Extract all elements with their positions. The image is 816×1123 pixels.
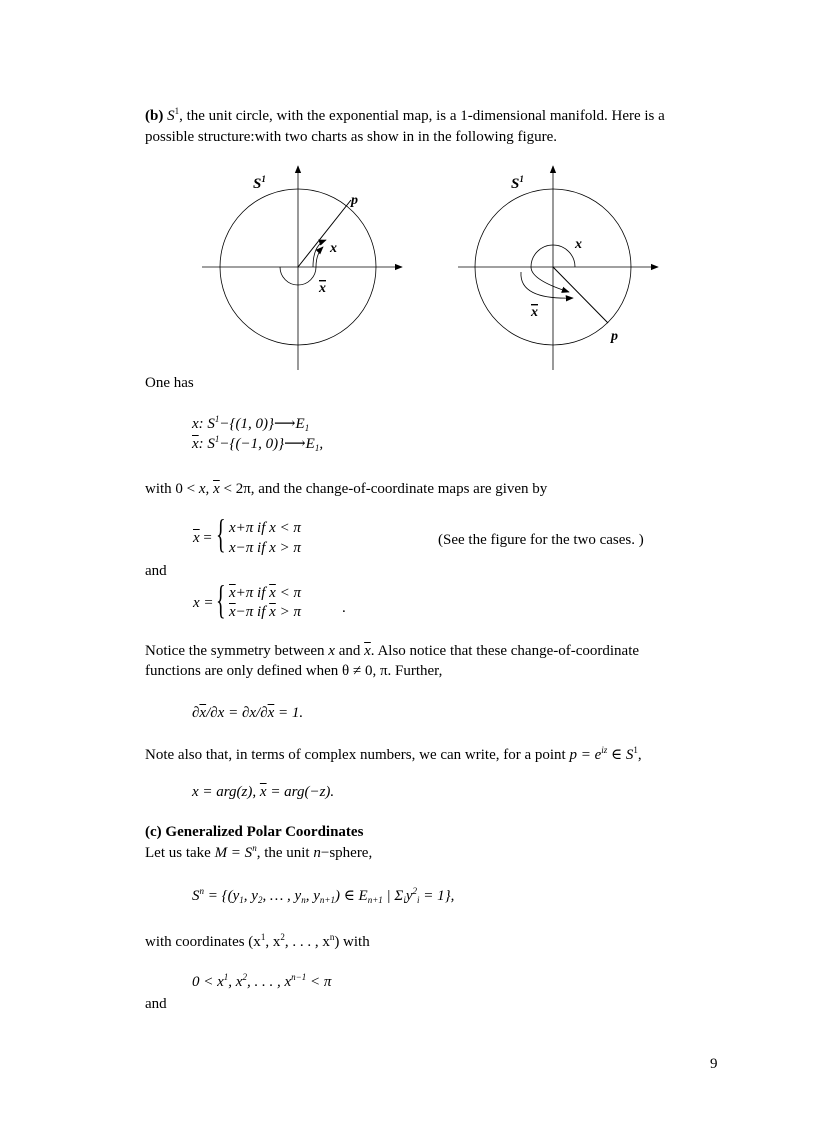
figure-right-chart [451, 160, 671, 380]
arg-line: x = arg(z), $\overline{x} = arg(-z)$. [192, 784, 335, 800]
notice-line1: Notice the symmetry between x and $\overline{x}$. Also notice that these change-of-coordinate [145, 643, 640, 659]
map-x: x: $S^1-\{(1$, $0)\}⟶E_1$ [192, 414, 310, 433]
brace-1: { [216, 511, 226, 556]
part-b-line1: (b) $S^1$, the unit circle, with the exponential map, is a 1-dimensional manifold. Here is a [145, 106, 665, 124]
range-text: with 0 < x, $\overline{x} < 2\pi$, and the change-of-coordinate maps are given by [145, 481, 548, 497]
part-b-label: (b) [145, 108, 164, 124]
part-c-heading: (c) Generalized Polar Coordinates [145, 824, 364, 840]
coordinate-inequality: $0 < x^1$, $x^2$, . . . , $x^{n-1} < \pi$ [192, 972, 332, 990]
arc-xbar [280, 247, 323, 285]
s1-label: $S^1$ [511, 174, 524, 192]
part-c-line1: Let us take $M = S^n$, the unit n−sphere, [145, 843, 373, 861]
arc-xbar [521, 272, 573, 298]
p-label: p [611, 329, 618, 344]
figure-note: (See the figure for the two cases. ) [438, 532, 644, 548]
notice-line2: functions are only defined when θ ≠ 0, π. Further, [145, 663, 443, 679]
brace-2: { [216, 577, 226, 622]
complex-line: Note also that, in terms of complex numbers, we can write, for a point $p = e^{iz}$ ∈ $S^1$, [145, 745, 642, 763]
radius-to-p [553, 267, 608, 323]
piecewise2-dot: . [342, 600, 346, 616]
page-number: 9 [710, 1056, 718, 1072]
piecewise1-row2: x−π if x > π [229, 540, 301, 556]
sphere-definition: $S^n = \{(y_1$, $y_2$, … , $y_n$, $y_{n+1}$) ∈ $E_{n+1}$ | $\Sigma_iy^2_i = 1$}, [192, 886, 455, 905]
xbar-label: x [319, 281, 326, 296]
x-label: x [330, 241, 337, 256]
figure-left-chart [195, 160, 415, 380]
p-label: p [351, 193, 358, 208]
piecewise1-row1: x+π if x < π [229, 520, 301, 536]
map-xbar: $\overline{x}$: $S^1-\{(-1$, $0)\}⟶E_1$, [192, 434, 324, 453]
piecewise2-lhs: x = [193, 595, 214, 611]
piecewise2-row2: $\overline{x}-\pi$ if $\overline{x} > \pi$ [229, 604, 301, 620]
one-has: One has [145, 375, 194, 391]
and-2: and [145, 996, 167, 1012]
xbar-label: x [531, 305, 538, 320]
and-1: and [145, 563, 167, 579]
piecewise2-row1: $\overline{x}+\pi$ if $\overline{x} < \pi$ [229, 585, 301, 601]
partial-derivatives: $\partial\overline{x}/\partial x = \partial x/\partial\overline{x} = 1$. [192, 705, 304, 721]
piecewise1-lhs: $\overline{x}$ = [193, 530, 212, 546]
x-label: x [575, 237, 582, 252]
part-b-line2: possible structure:with two charts as show in in the following figure. [145, 129, 558, 145]
s1-label: $S^1$ [253, 174, 266, 192]
arc-x [313, 240, 326, 267]
radius-to-p [298, 200, 351, 267]
coordinates-line: with coordinates ($x^1$, $x^2$, . . . , $x^n$) with [145, 932, 370, 950]
